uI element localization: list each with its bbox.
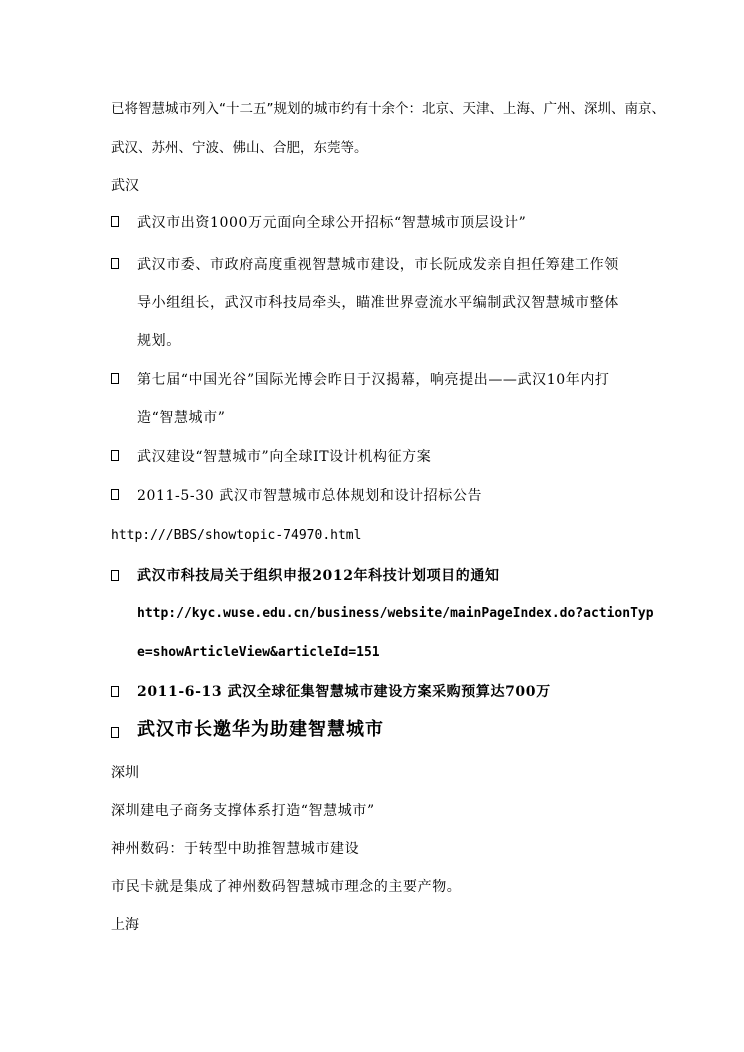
list-item: 2011-6-13 武汉全球征集智慧城市建设方案采购预算达700万 — [137, 684, 551, 700]
list-item-continuation: 导小组组长，武汉市科技局牵头，瞄准世界壹流水平编制武汉智慧城市整体 — [137, 295, 619, 311]
paragraph-line: 深圳建电子商务支撑体系打造“智慧城市” — [111, 803, 375, 819]
list-item: 武汉建设“智慧城市”向全球IT设计机构征方案 — [137, 449, 432, 465]
link-url[interactable]: http://kyc.wuse.edu.cn/business/website/mainPageIndex.do?actionTyp — [137, 606, 654, 621]
bullet-icon — [111, 488, 123, 502]
list-item-heading: 武汉市长邀华为助建智慧城市 — [137, 719, 384, 740]
paragraph-line: 神州数码：于转型中助推智慧城市建设 — [111, 841, 360, 857]
bullet-icon — [111, 215, 123, 229]
section-heading-wuhan: 武汉 — [111, 178, 139, 194]
intro-line-1: 已将智慧城市列入“十二五”规划的城市约有十余个：北京、天津、上海、广州、深圳、南京、 — [111, 101, 665, 117]
list-item: 武汉市科技局关于组织申报2012年科技计划项目的通知 — [137, 568, 500, 584]
link-url[interactable]: http:///BBS/showtopic-74970.html — [111, 528, 362, 543]
bullet-icon — [111, 685, 123, 699]
link-url[interactable]: e=showArticleView&articleId=151 — [137, 645, 380, 660]
bullet-icon — [111, 372, 123, 386]
bullet-icon — [111, 449, 123, 463]
intro-line-2: 武汉、苏州、宁波、佛山、合肥，东莞等。 — [111, 140, 368, 156]
list-item-continuation: 规划。 — [137, 333, 181, 349]
bullet-icon — [111, 569, 123, 583]
list-item: 2011-5-30 武汉市智慧城市总体规划和设计招标公告 — [137, 488, 483, 504]
list-item: 武汉市委、市政府高度重视智慧城市建设，市长阮成发亲自担任筹建工作领 — [137, 257, 619, 273]
bullet-icon — [111, 726, 123, 740]
list-item-continuation: 造“智慧城市” — [137, 410, 226, 426]
bullet-icon — [111, 257, 123, 271]
section-heading-shenzhen: 深圳 — [111, 765, 139, 781]
list-item: 第七届“中国光谷”国际光博会昨日于汉揭幕，响亮提出——武汉10年内打 — [137, 372, 610, 388]
paragraph-line: 市民卡就是集成了神州数码智慧城市理念的主要产物。 — [111, 879, 462, 895]
section-heading-shanghai: 上海 — [111, 917, 139, 933]
list-item: 武汉市出资1000万元面向全球公开招标“智慧城市顶层设计” — [137, 215, 527, 231]
